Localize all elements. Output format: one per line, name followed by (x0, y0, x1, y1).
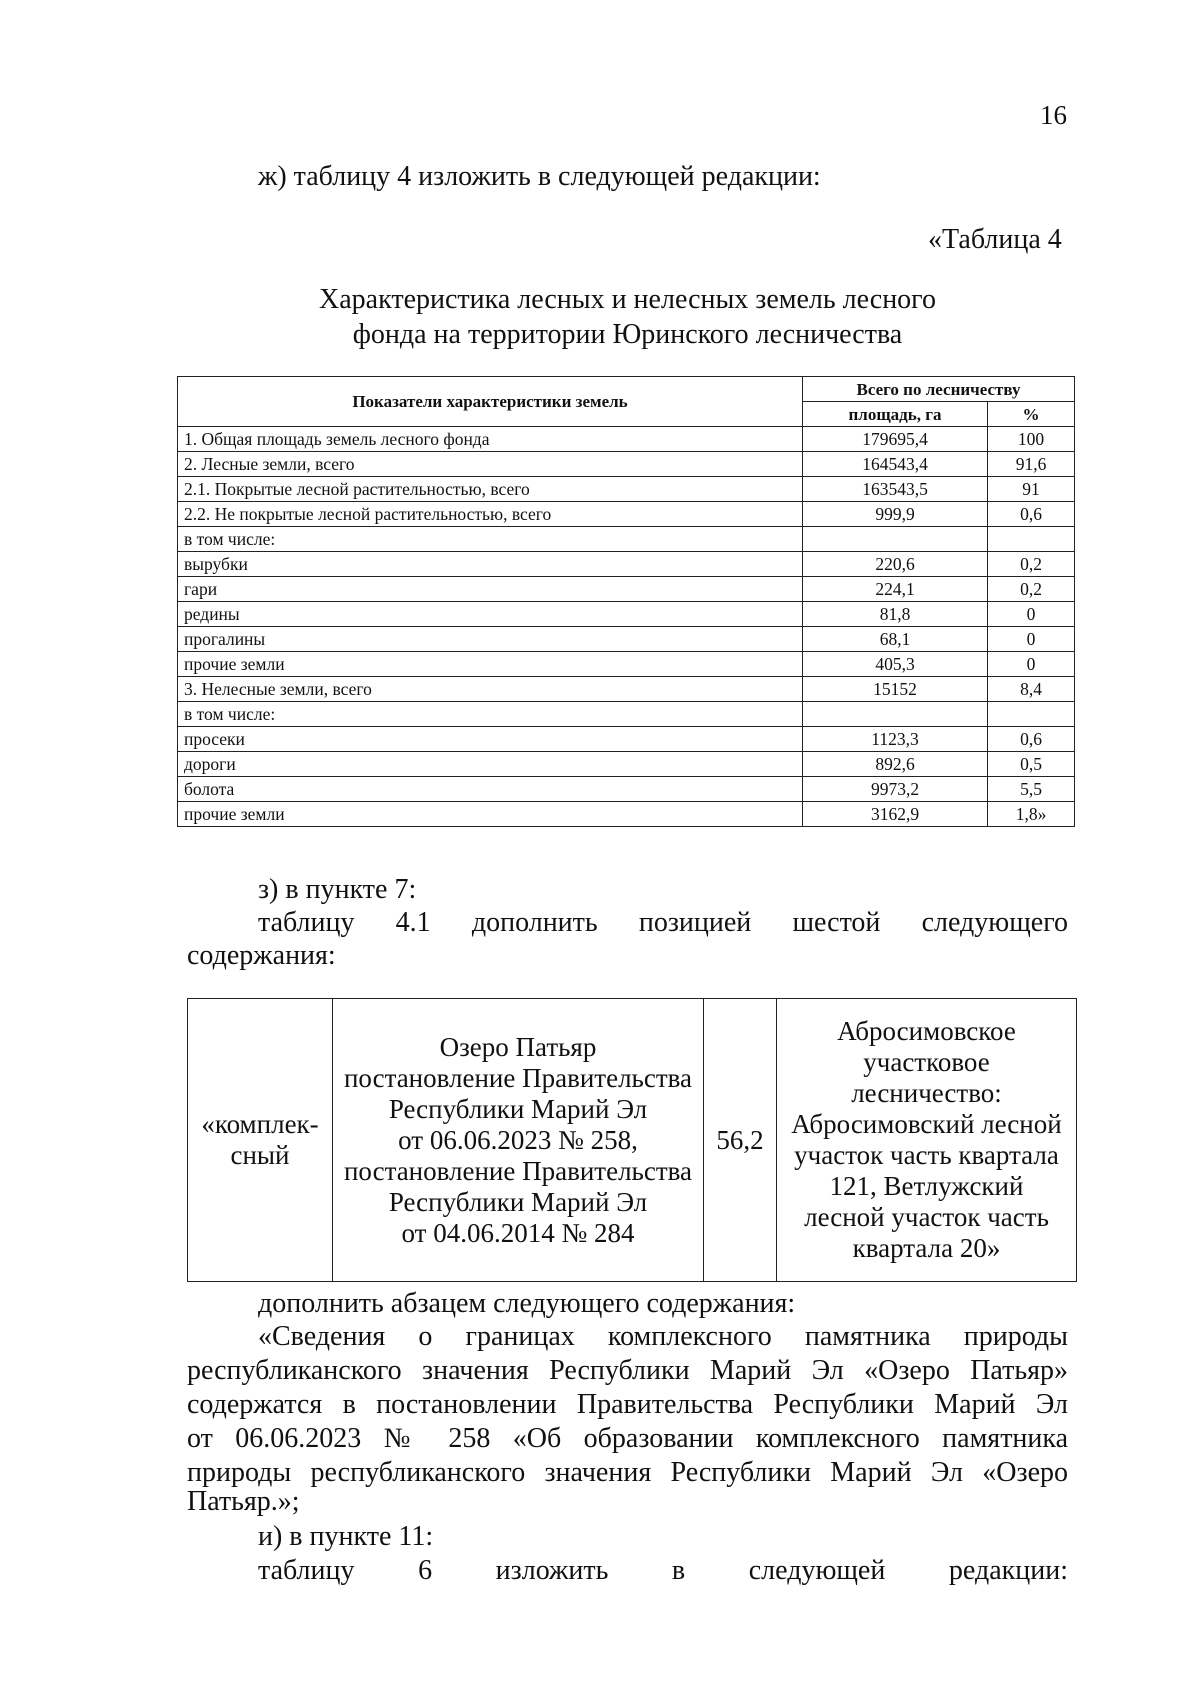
row-percent (988, 702, 1075, 727)
monument-location-line: Абросимовское (837, 1016, 1016, 1046)
row-area: 220,6 (803, 552, 988, 577)
row-area: 3162,9 (803, 802, 988, 827)
table-row (178, 627, 1075, 652)
row-percent: 100 (988, 427, 1075, 452)
table-row (178, 802, 1075, 827)
paragraph-add-body (187, 1320, 1068, 1490)
page-number: 16 (1040, 100, 1067, 130)
row-area: 999,9 (803, 502, 988, 527)
row-percent: 1,8» (988, 802, 1075, 827)
column-header-percent: % (988, 402, 1075, 427)
row-percent: 91 (988, 477, 1075, 502)
monument-name-line: от 06.06.2023 № 258, (398, 1124, 638, 1155)
monument-location-line: лесничество: (851, 1078, 1002, 1108)
row-label: 3. Нелесные земли, всего (178, 677, 803, 702)
paragraph-add-last: Патьяр.»; (187, 1486, 300, 1517)
monument-name-line: Озеро Патьяр (439, 1031, 597, 1062)
land-characteristics-body (178, 427, 1075, 827)
table-row (178, 452, 1075, 477)
row-percent: 0,6 (988, 502, 1075, 527)
row-label: вырубки (178, 552, 803, 577)
row-label: 2.1. Покрытые лесной растительностью, всего (178, 477, 803, 502)
row-label: просеки (178, 727, 803, 752)
monument-type-cell (188, 999, 333, 1282)
row-label: болота (178, 777, 803, 802)
row-label: 2.2. Не покрытые лесной растительностью, всего (178, 502, 803, 527)
row-area: 405,3 (803, 652, 988, 677)
row-label: редины (178, 602, 803, 627)
row-area (803, 527, 988, 552)
land-characteristics-table (177, 376, 1075, 827)
row-percent: 0,2 (988, 577, 1075, 602)
paragraph-i-line2: таблицу 6 изложить в следующей редакции: (258, 1555, 1068, 1586)
row-percent (988, 527, 1075, 552)
paragraph-z-line2: таблицу 4.1 дополнить позицией шестой следующего (258, 907, 1068, 938)
row-area: 179695,4 (803, 427, 988, 452)
paragraph-add-line: «Сведения о границах комплексного памятника природы (258, 1321, 1068, 1352)
table4-title-line2: фонда на территории Юринского лесничества (352, 319, 903, 350)
row-label: в том числе: (178, 702, 803, 727)
monument-name-line: Республики Марий Эл (388, 1186, 648, 1217)
row-area: 163543,5 (803, 477, 988, 502)
column-header-area: площадь, га (803, 402, 988, 427)
column-header-total: Всего по лесничеству (803, 377, 1075, 402)
table4-title-line1: Характеристика лесных и нелесных земель лесного (319, 284, 936, 315)
monument-location-cell (777, 999, 1077, 1282)
row-area: 15152 (803, 677, 988, 702)
paragraph-i-line1: и) в пункте 11: (258, 1521, 434, 1552)
row-percent: 0 (988, 602, 1075, 627)
table-row (178, 502, 1075, 527)
table-row (178, 477, 1075, 502)
row-percent: 0,6 (988, 727, 1075, 752)
table-row (178, 652, 1075, 677)
row-percent: 0,5 (988, 752, 1075, 777)
monument-name-line: Республики Марий Эл (388, 1093, 648, 1124)
row-label: в том числе: (178, 527, 803, 552)
row-label: прогалины (178, 627, 803, 652)
monument-area-cell: 56,2 (704, 999, 777, 1282)
row-area: 68,1 (803, 627, 988, 652)
monument-name-line: постановление Правительства (343, 1062, 693, 1093)
monument-type-line2: сный (230, 1140, 290, 1170)
row-area (803, 702, 988, 727)
table-row (178, 727, 1075, 752)
row-label: 2. Лесные земли, всего (178, 452, 803, 477)
monument-location-line: участковое (863, 1047, 990, 1077)
row-area: 81,8 (803, 602, 988, 627)
table-row (178, 427, 1075, 452)
paragraph-z-line3: содержания: (187, 940, 336, 971)
row-area: 9973,2 (803, 777, 988, 802)
monument-location-line: 121, Ветлужский (829, 1171, 1024, 1201)
table-row (178, 602, 1075, 627)
monument-location-line: Абросимовский лесной (791, 1109, 1062, 1139)
row-percent: 91,6 (988, 452, 1075, 477)
monument-type-line1: «комплек- (201, 1109, 319, 1139)
row-label: гари (178, 577, 803, 602)
row-label: дороги (178, 752, 803, 777)
paragraph-add-line: природы республиканского значения Республики Марий Эл «Озеро (187, 1457, 1068, 1488)
table-row (178, 552, 1075, 577)
natural-monument-table (187, 998, 1077, 1282)
monument-location-line: участок часть квартала (794, 1140, 1059, 1170)
monument-name-line: от 04.06.2014 № 284 (401, 1217, 635, 1248)
row-percent: 0,2 (988, 552, 1075, 577)
monument-location-line: квартала 20» (852, 1233, 1001, 1263)
paragraph-z-line1: з) в пункте 7: (258, 874, 417, 905)
column-header-indicator: Показатели характеристики земель (178, 377, 803, 427)
table-row (178, 677, 1075, 702)
paragraph-add-line: содержатся в постановлении Правительства Республики Марий Эл (187, 1389, 1068, 1420)
row-percent: 0 (988, 652, 1075, 677)
table-row (178, 527, 1075, 552)
row-label: прочие земли (178, 802, 803, 827)
paragraph-add-intro: дополнить абзацем следующего содержания: (258, 1288, 796, 1319)
row-label: прочие земли (178, 652, 803, 677)
row-area: 1123,3 (803, 727, 988, 752)
row-percent: 5,5 (988, 777, 1075, 802)
monument-name-line: постановление Правительства (343, 1155, 693, 1186)
paragraph-add-line: республиканского значения Республики Марий Эл «Озеро Патьяр» (187, 1355, 1068, 1386)
row-label: 1. Общая площадь земель лесного фонда (178, 427, 803, 452)
row-area: 164543,4 (803, 452, 988, 477)
monument-location-line: лесной участок часть (804, 1202, 1049, 1232)
table4-reference: «Таблица 4 (928, 224, 1062, 255)
monument-name-cell (333, 999, 704, 1282)
table-row (178, 777, 1075, 802)
table-row (178, 702, 1075, 727)
table-row (178, 577, 1075, 602)
paragraph-add-line: от 06.06.2023 № 258 «Об образовании комплексного памятника (187, 1423, 1068, 1454)
row-percent: 8,4 (988, 677, 1075, 702)
paragraph-zh: ж) таблицу 4 изложить в следующей редакции: (258, 161, 821, 192)
row-percent: 0 (988, 627, 1075, 652)
row-area: 892,6 (803, 752, 988, 777)
table-row (178, 752, 1075, 777)
table-row (188, 999, 1077, 1282)
row-area: 224,1 (803, 577, 988, 602)
